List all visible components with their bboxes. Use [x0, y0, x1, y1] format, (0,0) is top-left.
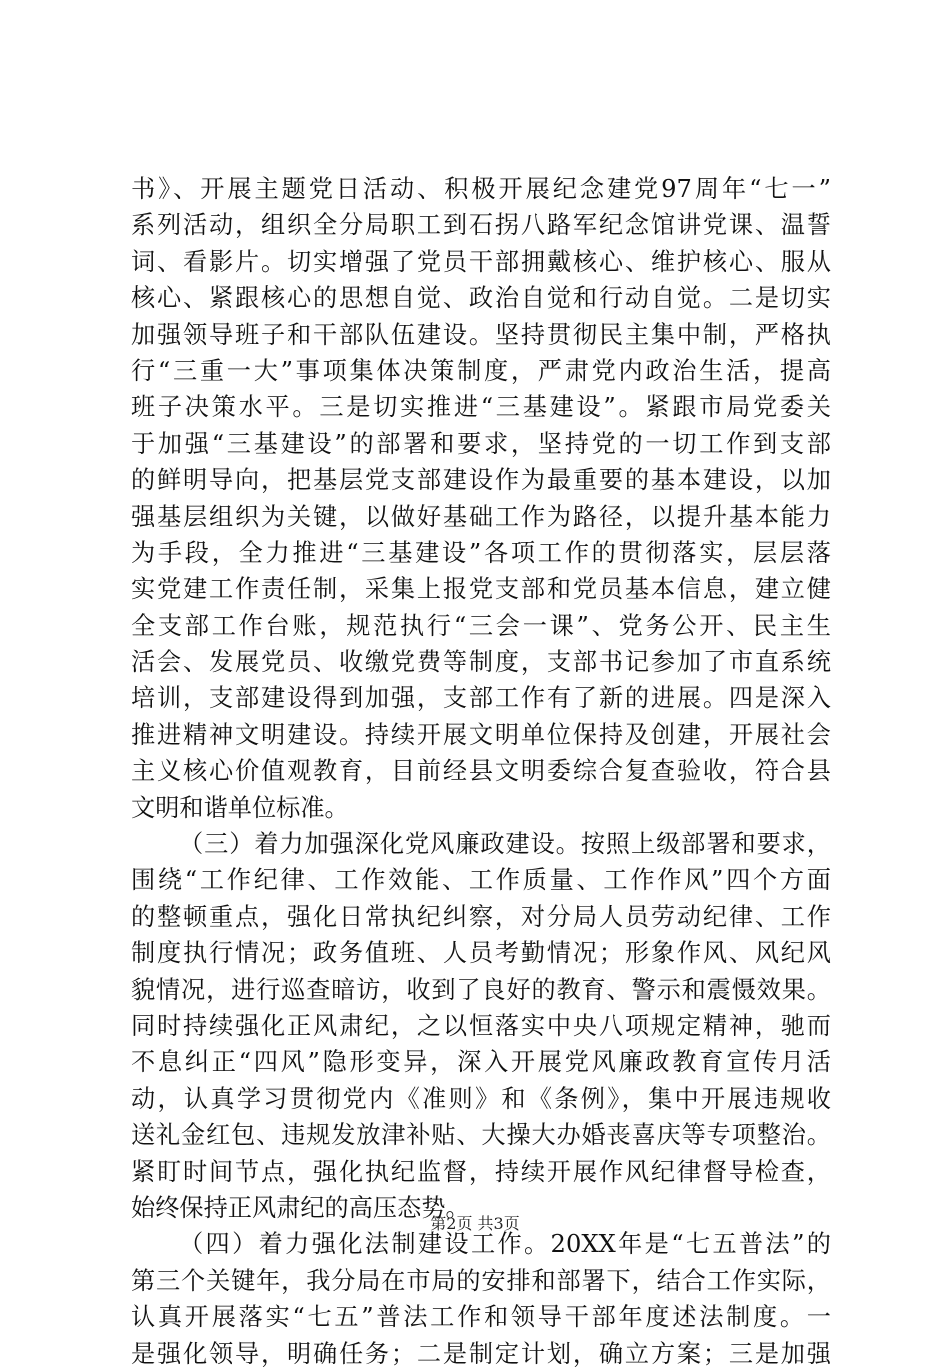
text-line: 活会、发展党员、收缴党费等制度，支部书记参加了市直系统	[131, 648, 831, 677]
text-line: 始终保持正风肃纪的高压态势。	[131, 1193, 470, 1222]
text-line: 不息纠正“四风”隐形变异，深入开展党风廉政教育宣传月活	[131, 1048, 831, 1077]
text-line: 是强化领导，明确任务；二是制定计划，确立方案；三是加强	[131, 1339, 831, 1368]
text-line: （三）着力加强深化党风廉政建设。按照上级部署和要求，	[179, 830, 831, 859]
text-line: 动，认真学习贯彻党内《准则》和《条例》，集中开展违规收	[131, 1084, 831, 1113]
text-line: 制度执行情况；政务值班、人员考勤情况；形象作风、风纪风	[131, 939, 831, 968]
text-line: 为手段，全力推进“三基建设”各项工作的贯彻落实，层层落	[131, 538, 831, 567]
text-line: 送礼金红包、违规发放津补贴、大操大办婚丧喜庆等专项整治。	[131, 1121, 831, 1150]
text-line: 围绕“工作纪律、工作效能、工作质量、工作作风”四个方面	[131, 866, 831, 895]
text-line: 强基层组织为关键，以做好基础工作为路径，以提升基本能力	[131, 502, 831, 531]
text-line: 文明和谐单位标准。	[131, 793, 349, 822]
page-number-label: 第2页 共3页	[430, 1214, 520, 1233]
text-line: 全支部工作台账，规范执行“三会一课”、党务公开、民主生	[131, 611, 831, 640]
text-line: 推进精神文明建设。持续开展文明单位保持及创建，开展社会	[131, 720, 831, 749]
body-text	[131, 171, 831, 1372]
text-line: 班子决策水平。三是切实推进“三基建设”。紧跟市局党委关	[131, 393, 831, 422]
text-line: 第三个关键年，我分局在市局的安排和部署下，结合工作实际，	[131, 1266, 831, 1295]
text-line: 的整顿重点，强化日常执纪纠察，对分局人员劳动纪律、工作	[131, 902, 831, 931]
text-line: 核心、紧跟核心的思想自觉、政治自觉和行动自觉。二是切实	[131, 284, 831, 313]
text-line: 的鲜明导向，把基层党支部建设作为最重要的基本建设，以加	[131, 466, 831, 495]
text-line: 实党建工作责任制，采集上报党支部和党员基本信息，建立健	[131, 575, 831, 604]
text-line: 主义核心价值观教育，目前经县文明委综合复查验收，符合县	[131, 757, 831, 786]
page-footer	[0, 1213, 950, 1235]
text-line: 认真开展落实“七五”普法工作和领导干部年度述法制度。一	[131, 1303, 831, 1332]
text-line: 行“三重一大”事项集体决策制度，严肃党内政治生活，提高	[131, 356, 831, 385]
text-line: 培训，支部建设得到加强，支部工作有了新的进展。四是深入	[131, 684, 831, 713]
text-line: 书》、开展主题党日活动、积极开展纪念建党97周年“七一”	[131, 175, 831, 203]
text-line: 词、看影片。切实增强了党员干部拥戴核心、维护核心、服从	[131, 247, 831, 276]
text-line: 于加强“三基建设”的部署和要求，坚持党的一切工作到支部	[131, 429, 831, 458]
text-line: 同时持续强化正风肃纪，之以恒落实中央八项规定精神，驰而	[131, 1011, 831, 1040]
text-line: 貌情况，进行巡查暗访，收到了良好的教育、警示和震慑效果。	[131, 975, 831, 1004]
text-line: 紧盯时间节点，强化执纪监督，持续开展作风纪律督导检查，	[131, 1157, 831, 1186]
text-line: （四）着力强化法制建设工作。20XX年是“七五普法”的	[179, 1230, 831, 1259]
text-line: 系列活动，组织全分局职工到石拐八路军纪念馆讲党课、温誓	[131, 211, 831, 240]
text-line: 加强领导班子和干部队伍建设。坚持贯彻民主集中制，严格执	[131, 320, 831, 349]
